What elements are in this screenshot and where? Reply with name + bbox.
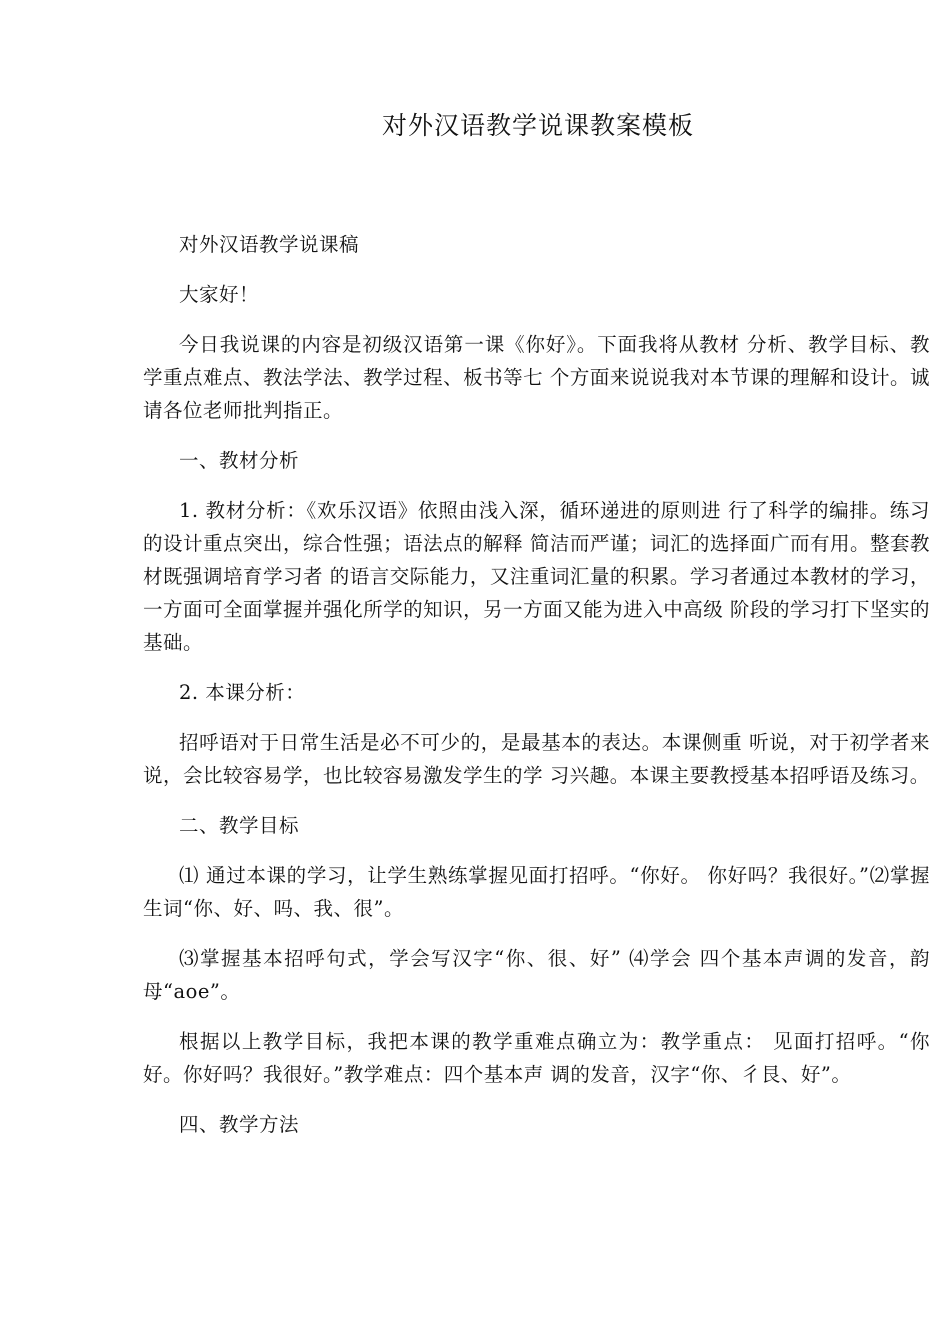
paragraph-greeting: 大家好！	[179, 283, 260, 306]
paragraph-lesson-analysis: 招呼语对于日常生活是必不可少的，是最基本的表达。本课侧重 听说，对于初学者来说，会比较容易学，也比较容易激发学生的学 习兴趣。本课主要教授基本招呼语及练习。	[143, 731, 930, 787]
document-body	[143, 228, 930, 1158]
document-title: 对外汉语教学说课教案模板	[381, 111, 694, 140]
paragraph-subtitle: 对外汉语教学说课稿	[179, 233, 360, 256]
subheading-lesson-analysis: 2. 本课分析：	[179, 681, 306, 704]
section-heading-teaching-goals: 二、教学目标	[179, 814, 300, 837]
paragraph-goal-3-4: ⑶掌握基本招呼句式，学会写汉字“你、很、好” ⑷学会 四个基本声调的发音，韵母“aoe”。	[143, 947, 930, 1003]
section-heading-teaching-methods: 四、教学方法	[179, 1113, 300, 1136]
paragraph-intro: 今日我说课的内容是初级汉语第一课《你好》。下面我将从教材 分析、教学目标、教学重点难点、教法学法、教学过程、板书等七 个方面来说说我对本节课的理解和设计。诚请各位老师批判指正。	[143, 333, 930, 422]
paragraph-textbook-analysis: 1. 教材分析：《欢乐汉语》依照由浅入深，循环递进的原则进 行了科学的编排。练习的设计重点突出，综合性强；语法点的解释 简洁而严谨；词汇的选择面广而有用。整套教材既强调培育学习者 的语言交际能力，又注重词汇量的积累。学习者通过本教材的学习， 一方面可全面掌握并强化所学的知识，另一方面又能为进入中高级 阶段的学习打下坚实的基础。	[143, 499, 930, 654]
section-heading-textbook-analysis: 一、教材分析	[179, 449, 300, 472]
paragraph-goal-1-2: ⑴ 通过本课的学习，让学生熟练掌握见面打招呼。“你好。 你好吗？我很好。”⑵掌握生词“你、好、吗、我、很”。	[143, 864, 930, 920]
paragraph-key-difficulties: 根据以上教学目标，我把本课的教学重难点确立为：教学重点： 见面打招呼。“你好。你好吗？我很好。”教学难点：四个基本声 调的发音，汉字“你、彳艮、好”。	[143, 1030, 930, 1086]
